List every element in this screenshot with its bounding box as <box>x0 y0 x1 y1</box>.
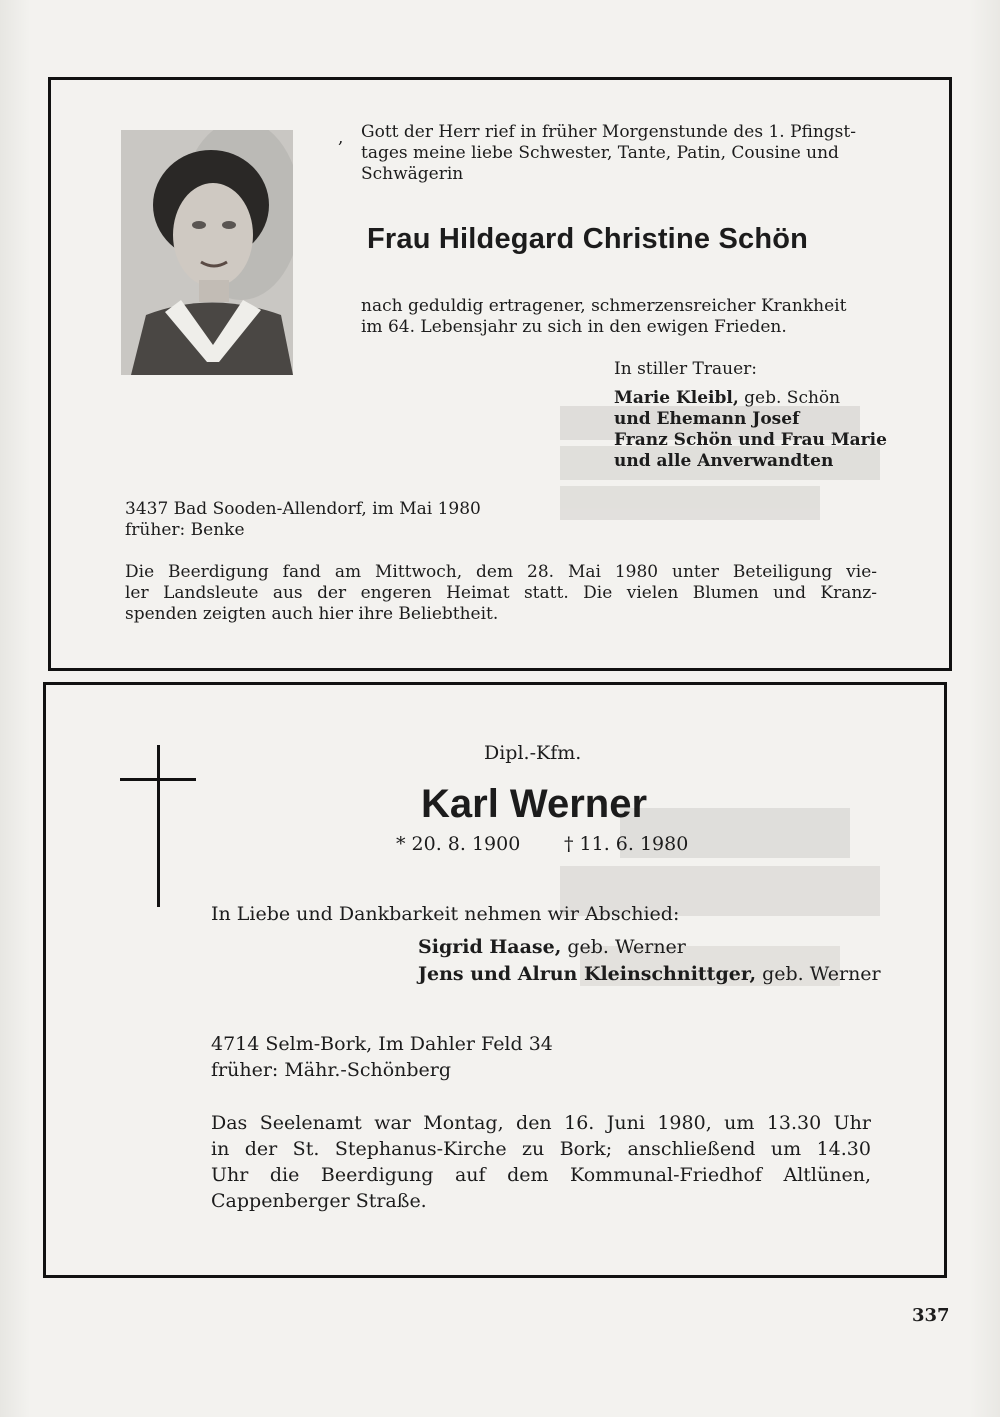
mourning-heading: In stiller Trauer: <box>614 359 757 379</box>
body-line-1: nach geduldig ertragener, schmerzensreicher Krankheit <box>361 296 847 316</box>
mourner-name-rest: geb. Werner <box>756 963 881 985</box>
mourner-name-rest: geb. Schön <box>738 388 841 408</box>
page-number: 337 <box>912 1305 950 1326</box>
address-line-1: 4714 Selm-Bork, Im Dahler Feld 34 <box>211 1033 553 1055</box>
mourner-name-rest: geb. Werner <box>561 936 686 958</box>
service-line-3: Uhr die Beerdigung auf dem Kommunal-Friedhof Altlünen, <box>211 1164 871 1186</box>
mourner-line-3: Franz Schön und Frau Marie <box>614 430 887 450</box>
mourner-line-4: und alle Anverwandten <box>614 451 834 471</box>
cross-icon <box>157 745 160 907</box>
mourner-name-bold: Sigrid Haase, <box>418 936 562 958</box>
funeral-line-1: Die Beerdigung fand am Mittwoch, dem 28. Mai 1980 unter Beteiligung vie- <box>125 562 877 582</box>
intro-line-1: Gott der Herr rief in früher Morgenstunde des 1. Pfingst- <box>361 122 856 142</box>
death-date: † 11. 6. 1980 <box>564 833 689 855</box>
cross-icon-bar <box>120 778 196 781</box>
intro-mark: , <box>338 128 344 148</box>
funeral-line-2: ler Landsleute aus der engeren Heimat statt. Die vielen Blumen und Kranz- <box>125 583 877 603</box>
service-line-4: Cappenberger Straße. <box>211 1190 427 1212</box>
portrait-photo <box>121 130 293 375</box>
deceased-name: Karl Werner <box>421 782 648 826</box>
address-line-2: früher: Mähr.-Schönberg <box>211 1059 452 1081</box>
address-line-1: 3437 Bad Sooden-Allendorf, im Mai 1980 <box>125 499 481 519</box>
address-line-2: früher: Benke <box>125 520 245 540</box>
mourner-line-2: und Ehemann Josef <box>614 409 800 429</box>
birth-date: * 20. 8. 1900 <box>396 833 521 855</box>
mourner-line-2 <box>418 964 881 985</box>
portrait-illustration <box>121 130 293 375</box>
farewell-text: In Liebe und Dankbarkeit nehmen wir Abschied: <box>211 903 680 925</box>
academic-title: Dipl.-Kfm. <box>484 742 582 764</box>
body-line-2: im 64. Lebensjahr zu sich in den ewigen Frieden. <box>361 317 787 337</box>
service-line-2: in der St. Stephanus-Kirche zu Bork; anschließend um 14.30 <box>211 1138 871 1160</box>
funeral-line-3: spenden zeigten auch hier ihre Beliebtheit. <box>125 604 499 624</box>
mourner-name-bold: Jens und Alrun Kleinschnittger, <box>418 963 757 985</box>
intro-line-2: tages meine liebe Schwester, Tante, Patin, Cousine und <box>361 143 839 163</box>
obituary-notice-schoen <box>48 77 952 671</box>
obituary-notice-werner <box>43 682 947 1278</box>
service-line-1: Das Seelenamt war Montag, den 16. Juni 1980, um 13.30 Uhr <box>211 1112 871 1134</box>
mourner-line-1 <box>614 388 840 409</box>
mourner-line-1 <box>418 937 686 958</box>
deceased-name: Frau Hildegard Christine Schön <box>367 223 809 255</box>
intro-line-3: Schwägerin <box>361 164 464 184</box>
mourner-name-bold: Marie Kleibl, <box>614 388 739 408</box>
